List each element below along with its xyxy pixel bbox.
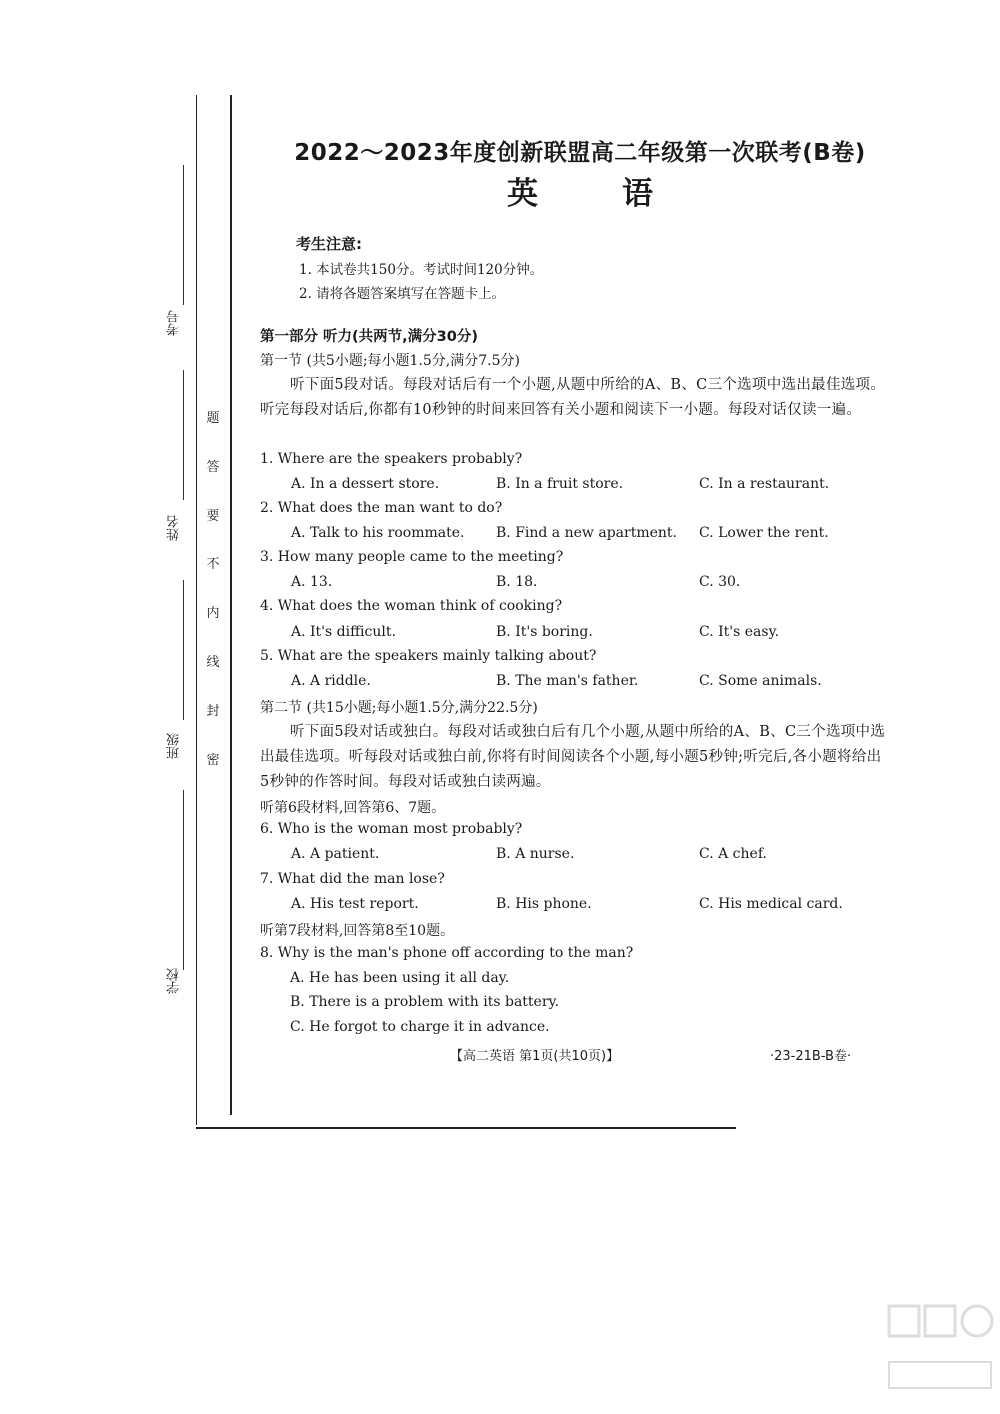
q4-option-b: B. It's boring. xyxy=(496,624,593,640)
kaohao-line xyxy=(183,165,184,305)
material6-note: 听第6段材料,回答第6、7题。 xyxy=(260,800,446,816)
banji-line-top xyxy=(183,580,184,720)
q3-stem: 3. How many people came to the meeting? xyxy=(260,549,564,565)
q7-option-b: B. His phone. xyxy=(496,896,592,912)
q1-option-c: C. In a restaurant. xyxy=(699,476,830,492)
material7-note: 听第7段材料,回答第8至10题。 xyxy=(260,923,455,939)
seal-char-8: 密 xyxy=(206,753,220,768)
q3-option-c: C. 30. xyxy=(699,574,741,590)
section2-instructions: 听下面5段对话或独白。每段对话或独白后有几个小题,从题中所给的A、B、C三个选项中选出最佳选项。听每段对话或独白前,你将有时间阅读各个小题,每小题5秒钟;听完后,各小题将给出5秒钟的作答时间。每段对话或独白读两遍。 xyxy=(260,724,886,790)
binding-line-outer xyxy=(196,95,197,1125)
q2-option-b: B. Find a new apartment. xyxy=(496,525,677,541)
q8-option-a: A. He has been using it all day. xyxy=(290,970,510,986)
q8-stem: 8. Why is the man's phone off according to the man? xyxy=(260,945,634,961)
q4-stem: 4. What does the woman think of cooking? xyxy=(260,598,563,614)
seal-char-6: 线 xyxy=(206,655,220,670)
q5-option-c: C. Some animals. xyxy=(699,673,822,689)
label-xuexiao: 学校 xyxy=(167,968,182,994)
section1-heading: 第一节 (共5小题;每小题1.5分,满分7.5分) xyxy=(260,353,520,369)
notice-title: 考生注意: xyxy=(296,235,362,253)
q2-stem: 2. What does the man want to do? xyxy=(260,500,503,516)
q5-option-a: A. A riddle. xyxy=(291,673,371,689)
q6-option-b: B. A nurse. xyxy=(496,846,575,862)
notice-item-2: 2. 请将各题答案填写在答题卡上。 xyxy=(299,286,506,302)
q7-option-a: A. His test report. xyxy=(291,896,419,912)
notice-item-1: 1. 本试卷共150分。考试时间120分钟。 xyxy=(299,262,544,278)
q1-stem: 1. Where are the speakers probably? xyxy=(260,451,523,467)
watermark-graphic xyxy=(885,1300,995,1400)
xuexiao-line-top xyxy=(183,790,184,970)
q5-option-b: B. The man's father. xyxy=(496,673,639,689)
exam-code: ·23-21B-B卷· xyxy=(770,1049,852,1064)
q7-option-c: C. His medical card. xyxy=(699,896,843,912)
section1-instructions: 听下面5段对话。每段对话后有一个小题,从题中所给的A、B、C三个选项中选出最佳选项。听完每段对话后,你都有10秒钟的时间来回答有关小题和阅读下一小题。每段对话仅读一遍。 xyxy=(260,377,886,418)
q4-option-a: A. It's difficult. xyxy=(291,624,396,640)
exam-title: 2022～2023年度创新联盟高二年级第一次联考(B卷) xyxy=(294,140,866,166)
subject-char-1: 英 xyxy=(507,176,538,212)
section2-heading: 第二节 (共15小题;每小题1.5分,满分22.5分) xyxy=(260,700,538,716)
seal-char-3: 要 xyxy=(206,509,220,524)
seal-char-4: 不 xyxy=(206,557,220,572)
q6-stem: 6. Who is the woman most probably? xyxy=(260,821,523,837)
q6-option-c: C. A chef. xyxy=(699,846,767,862)
xingming-line-top xyxy=(183,370,184,500)
seal-char-2: 答 xyxy=(206,460,220,475)
label-kaohao: 考号 xyxy=(167,310,182,336)
q3-option-a: A. 13. xyxy=(291,574,333,590)
q8-option-b: B. There is a problem with its battery. xyxy=(290,994,560,1010)
q8-option-c: C. He forgot to charge it in advance. xyxy=(290,1019,550,1035)
q2-option-c: C. Lower the rent. xyxy=(699,525,829,541)
q2-option-a: A. Talk to his roommate. xyxy=(291,525,465,541)
subject-char-2: 语 xyxy=(622,176,653,212)
q5-stem: 5. What are the speakers mainly talking about? xyxy=(260,648,597,664)
q1-option-b: B. In a fruit store. xyxy=(496,476,624,492)
subject-title xyxy=(260,168,900,213)
q1-option-a: A. In a dessert store. xyxy=(291,476,440,492)
label-banji: 班级 xyxy=(167,733,182,759)
page-footer: 【高二英语 第1页(共10页)】 xyxy=(450,1049,620,1064)
seal-char-5: 内 xyxy=(206,606,220,621)
q6-option-a: A. A patient. xyxy=(291,846,380,862)
seal-char-1: 题 xyxy=(206,411,220,426)
label-xingming: 姓名 xyxy=(167,515,182,541)
binding-line-inner xyxy=(230,95,232,1115)
q4-option-c: C. It's easy. xyxy=(699,624,780,640)
bottom-rule xyxy=(196,1127,736,1129)
seal-char-7: 封 xyxy=(206,704,220,719)
q7-stem: 7. What did the man lose? xyxy=(260,871,445,887)
q3-option-b: B. 18. xyxy=(496,574,538,590)
part1-heading: 第一部分 听力(共两节,满分30分) xyxy=(260,329,478,345)
